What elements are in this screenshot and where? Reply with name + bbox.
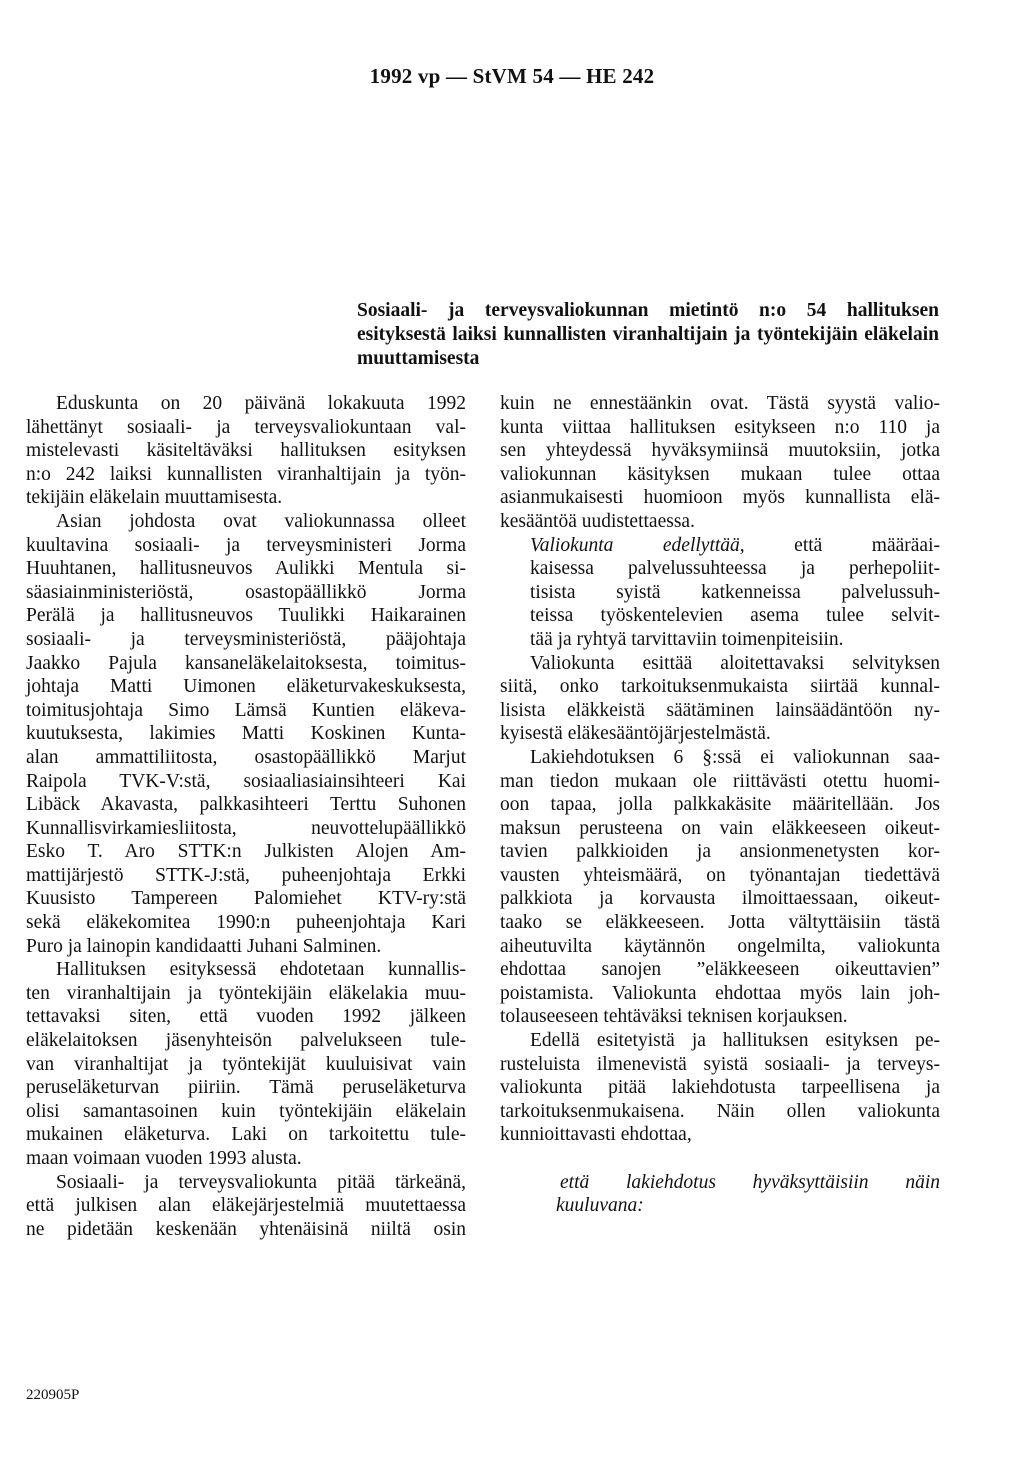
text-line: asianmukaisesti huomioon myös kunnallista elä-	[500, 487, 940, 509]
text-line: johtaja Matti Uimonen eläketurvakeskuksesta,	[26, 676, 466, 698]
text-line: Huuhtanen, hallitusneuvos Aulikki Mentula si-	[26, 558, 466, 580]
text-line: Asian johdosta ovat valiokunnassa olleet	[56, 510, 466, 532]
text-line: kuuluvana:	[556, 1195, 644, 1217]
text-line: mistelevasti käsiteltäväksi hallituksen esityksen	[26, 440, 466, 462]
text-line: toimitusjohtaja Simo Lämsä Kuntien eläkeva-	[26, 699, 466, 721]
text-line: kuutuksesta, lakimies Matti Koskinen Kunta-	[26, 723, 466, 745]
text-line: Kuusisto Tampereen Palomiehet KTV-ry:stä	[26, 888, 466, 910]
title-line: Sosiaali- ja terveysvaliokunnan mietintö n:o 54 hallituksen	[357, 300, 939, 321]
right-column	[500, 392, 940, 1218]
print-mark: 220905P	[26, 1387, 80, 1403]
text-line: mukainen eläketurva. Laki on tarkoitettu tule-	[26, 1124, 466, 1146]
text-line: kyisestä eläkesääntöjärjestelmästä.	[500, 723, 771, 745]
text-line: tekijäin eläkelain muuttamisesta.	[26, 487, 283, 509]
text-line: tää ja ryhtyä tarvittaviin toimenpiteisiin.	[530, 628, 844, 650]
text-line: maksun perusteena on vain eläkkeeseen oikeut-	[500, 817, 940, 839]
text-line: valiokunta pitää lakiehdotusta tarpeellisena ja	[500, 1077, 940, 1099]
text-line: palkkiota ja korvausta ilmoittaessaan, oikeut-	[500, 888, 940, 910]
text-line: Perälä ja hallitusneuvos Tuulikki Haikarainen	[26, 605, 466, 627]
text-line: valiokunnan käsityksen mukaan tulee ottaa	[500, 463, 940, 485]
text-line: tarkoituksenmukaisena. Näin ollen valiokunta	[500, 1100, 940, 1122]
text-line: oon tapaa, jolla palkkakäsite määritellään. Jos	[500, 794, 940, 816]
title-line: esityksestä laiksi kunnallisten viranhaltijain ja työntekijäin eläkelain	[357, 324, 939, 345]
text-line: Puro ja lainopin kandidaatti Juhani Salminen.	[26, 935, 382, 957]
text-line: aiheutuvilta käytännön ongelmilta, valiokunta	[500, 935, 940, 957]
text-line: kuin ne ennestäänkin ovat. Tästä syystä valio-	[500, 393, 940, 414]
text-line: alan ammattiliitosta, osastopäällikkö Marjut	[26, 746, 466, 768]
text-line: sekä eläkekomitea 1990:n puheenjohtaja Kari	[26, 912, 466, 934]
text-line: Kunnallisvirkamiesliitosta, neuvottelupäällikkö	[26, 817, 466, 839]
text-line: sen yhteydessä hyväksymiinsä muutoksiin, jotka	[500, 440, 940, 462]
text-line: Edellä esitetyistä ja hallituksen esityksen pe-	[530, 1030, 940, 1052]
text-line: että julkisen alan eläkejärjestelmiä muutettaessa	[26, 1195, 466, 1217]
text-line: kunta viittaa hallituksen esitykseen n:o 110 ja	[500, 416, 940, 438]
text-line: eläkelaitoksen jäsenyhteisön palvelukseen tule-	[26, 1030, 466, 1052]
text-line: taako se eläkkeeseen. Jotta vältyttäisiin tästä	[500, 912, 940, 934]
text-line: Sosiaali- ja terveysvaliokunta pitää tärkeänä,	[56, 1171, 466, 1193]
text-line: Valiokunta esittää aloitettavaksi selvityksen	[530, 652, 940, 674]
text-line: tolauseeseen tehtäväksi teknisen korjauksen.	[500, 1006, 848, 1028]
text-line: ehdottaa sanojen ”eläkkeeseen oikeuttavien”	[500, 959, 940, 981]
text-line-italic-lead: Valiokunta edellyttää, että määräai-	[530, 534, 940, 556]
italic-phrase: Valiokunta edellyttää,	[530, 534, 745, 556]
text-line: rusteluista ilmenevistä syistä sosiaali- ja terveys-	[500, 1053, 940, 1075]
text-line: mattijärjestö STTK-J:stä, puheenjohtaja Erkki	[26, 864, 466, 886]
text-line: n:o 242 laiksi kunnallisten viranhaltijain ja työn-	[26, 463, 466, 485]
text-line: maan voimaan vuoden 1993 alusta.	[26, 1148, 302, 1169]
text-line: säasiainministeriöstä, osastopäällikkö Jorma	[26, 581, 466, 603]
text-line: lähettänyt sosiaali- ja terveysvaliokuntaan val-	[26, 416, 466, 438]
text-line: ne pidetään keskenään yhtenäisinä niiltä osin	[26, 1218, 466, 1240]
text-line: lisista eläkkeistä säätäminen lainsäädäntöön ny-	[500, 699, 940, 721]
text-line: tettavaksi siten, että vuoden 1992 jälkeen	[26, 1006, 466, 1028]
text-line: tisista syistä katkenneissa palvelussuh-	[530, 581, 940, 603]
text-line: kunnioittavasti ehdottaa,	[500, 1124, 692, 1146]
text-line: siitä, onko tarkoituksenmukaista siirtää kunnal-	[500, 676, 940, 698]
text-line: Jaakko Pajula kansaneläkelaitoksesta, toimitus-	[26, 652, 466, 674]
text-line: Esko T. Aro STTK:n Julkisten Alojen Am-	[26, 841, 466, 863]
left-column	[26, 392, 466, 1241]
text-line: kuultavina sosiaali- ja terveysministeri Jorma	[26, 534, 466, 556]
page-header: 1992 vp — StVM 54 — HE 242	[369, 64, 655, 88]
text-line: teissa työskentelevien asema tulee selvit-	[530, 605, 940, 627]
text-line: että lakiehdotus hyväksyttäisiin näin	[560, 1171, 940, 1193]
text-line: peruseläketurvan piiriin. Tämä peruseläketurva	[26, 1077, 466, 1099]
text-line: man tiedon mukaan ole riittävästi otettu huomi-	[500, 770, 940, 792]
text-line: Libäck Akavasta, palkkasihteeri Terttu Suhonen	[26, 794, 466, 816]
text-line: tavien palkkioiden ja ansionmenetysten kor-	[500, 841, 940, 863]
text-line: kesääntöä uudistettaessa.	[500, 510, 695, 532]
text-line: Raipola TVK-V:stä, sosiaaliasiainsihteeri Kai	[26, 770, 466, 792]
text-line: sosiaali- ja terveysministeriöstä, pääjohtaja	[26, 628, 466, 650]
text-line: Hallituksen esityksessä ehdotetaan kunnallis-	[56, 959, 466, 981]
text-line: van viranhaltijat ja työntekijät kuuluisivat vain	[26, 1053, 466, 1075]
text-line: ten viranhaltijain ja työntekijäin eläkelakia muu-	[26, 982, 466, 1004]
text-line: Eduskunta on 20 päivänä lokakuuta 1992	[56, 393, 466, 414]
text-line: Lakiehdotuksen 6 §:ssä ei valiokunnan saa-	[530, 746, 940, 768]
text-line: olisi samantasoinen kuin työntekijäin eläkelain	[26, 1100, 466, 1122]
title-line: muuttamisesta	[357, 348, 480, 369]
report-title	[357, 299, 939, 371]
text-line: vausten yhteismäärä, on työnantajan tiedettävä	[500, 864, 940, 886]
text-line: kaisessa palvelussuhteessa ja perhepoliit-	[530, 558, 940, 580]
blank-line	[500, 1147, 940, 1171]
text-line: poistamista. Valiokunta ehdottaa myös lain joh-	[500, 982, 940, 1004]
